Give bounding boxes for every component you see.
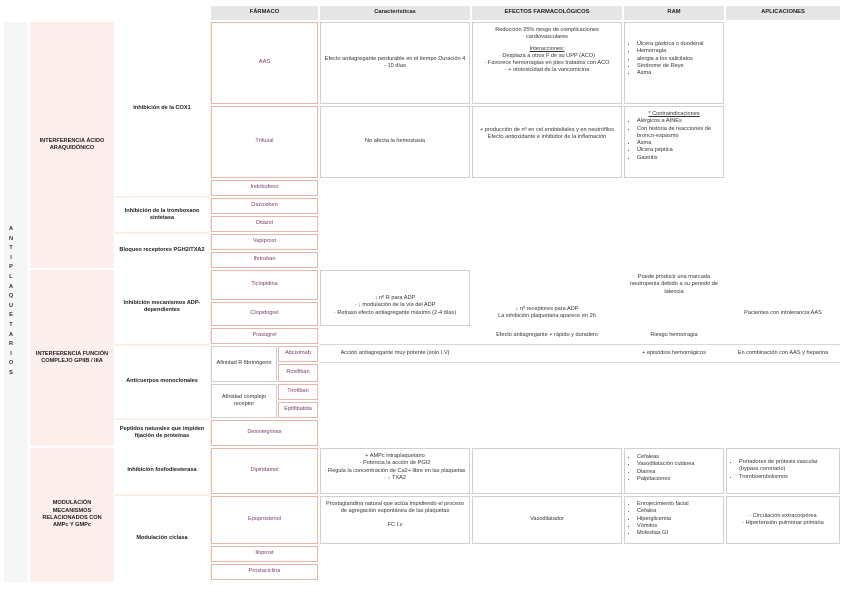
- group-tromboxano: Inhibición de la tromboxano sintetasa: [124, 207, 200, 221]
- aas-efecto-ototoxicidad: · + ototoxicidad de la vancomicina: [504, 67, 590, 74]
- drug-prasugrel[interactable]: Prasugrel: [211, 328, 318, 344]
- aas-efectos: [472, 22, 622, 104]
- dipiridamol-caracteristica: · Potencia la acción de PGI2: [359, 460, 431, 467]
- prasugrel-ram: Riesgo hemorragia: [650, 332, 698, 339]
- abciximab-aplicaciones: En combinación con AAS y heparina: [737, 350, 829, 357]
- drug-abciximab[interactable]: Abciximab: [278, 346, 318, 362]
- epoprostenol-ram-item: • Vómitos: [637, 523, 720, 530]
- epoprostenol-caracteristica: FC I.v: [387, 521, 403, 528]
- drug-indobufeno[interactable]: Indobufeno: [211, 180, 318, 196]
- drug-trifusal[interactable]: Trifusal: [211, 106, 318, 178]
- epoprostenol-caracteristicas: [320, 496, 470, 544]
- dipiridamol-ram: [624, 448, 724, 494]
- aas-efecto-desplaza: · Desplaza a otros F de su UPP (ACO): [499, 52, 595, 59]
- aas-ram-item: • Hemorragia: [637, 48, 720, 55]
- dipiridamol-ram-item: • Palpitaciones: [637, 476, 720, 483]
- dipiridamol-aplicacion: • Portadores de prótesis vascular (bypass coronario): [739, 459, 836, 474]
- dipiridamol-aplicaciones: [726, 448, 840, 494]
- drug-tirofiban[interactable]: Tirofiban: [278, 384, 318, 400]
- adp-caracteristica: · Retraso efecto antiagregante máximo (2-4 días): [333, 309, 457, 316]
- epoprostenol-ram-item: • Molestias GI: [637, 530, 720, 537]
- dipiridamol-ram-item: • Cefaleas: [637, 454, 720, 461]
- header-farmaco: FÁRMACO: [211, 6, 318, 20]
- dipiridamol-ram-item: • Diarrea: [637, 469, 720, 476]
- adp-caracteristica: · ↓ modulación de la vía del ADP: [354, 302, 436, 309]
- epoprostenol-ram-item: • Hiperglicemia: [637, 516, 720, 523]
- section-ampc-gmpc: MODULACIÓN MECANISMOS RELACIONADOS CON AMPc Y GMPc: [42, 500, 102, 529]
- adp-caracteristica: ↓ nº R para ADP: [374, 295, 416, 301]
- header-ram: RAM: [624, 6, 724, 20]
- epoprostenol-efectos: Vasodilatador: [472, 496, 622, 544]
- section-gpiib-iiia: INTERFERENCIA FUNCIÓN COMPLEJO GPIIB / IIIA: [35, 350, 109, 364]
- drug-iloprost[interactable]: Iloprost: [211, 546, 318, 562]
- aas-ram-item: • Úlcera gástrica o duodenal: [637, 41, 720, 48]
- aas-ram-item: • alergia a los salicilatos: [637, 56, 720, 63]
- adp-efectos: [472, 302, 622, 326]
- header-aplicaciones: APLICACIONES: [726, 6, 840, 20]
- trifusal-ram-item: • Con historia de reacciones de bronco-espasmo: [637, 126, 720, 141]
- dipiridamol-caracteristica: + AMPc intraplaquetario: [365, 453, 425, 459]
- trifusal-caracteristicas: No afecta la hemostasia: [320, 106, 470, 178]
- dipiridamol-ram-item: • Vasodilatación cutánea: [637, 461, 720, 468]
- drug-ticlopidina[interactable]: Ticlopidina: [211, 270, 318, 300]
- dipiridamol-caracteristica: · Regula la concentración de Ca2+ libre en las plaquetas: [324, 467, 466, 474]
- aas-ram: [624, 22, 724, 104]
- dipiridamol-efectos: [472, 448, 622, 494]
- trifusal-ram-item: • Gastritis: [637, 155, 720, 162]
- drug-prostaciclina[interactable]: Prostaciclina: [211, 564, 318, 580]
- trifusal-contraindicaciones-title: * Contraindicaciones: [648, 111, 700, 117]
- aas-ram-item: • Síndrome de Reye: [637, 63, 720, 70]
- vertical-label: A N T I P L A Q U E T A R I O S: [8, 226, 14, 376]
- drug-desintegrinas[interactable]: Desintegrinas: [211, 420, 318, 446]
- group-adp: Inhibición mecanismos ADP-dependientes: [123, 299, 201, 313]
- adp-aplicaciones: Pacientes con intolerancia AAS: [744, 310, 822, 317]
- epoprostenol-ram-item: • Cefalea: [637, 508, 720, 515]
- epoprostenol-ram-item: • Enrojecimiento facial: [637, 501, 720, 508]
- trifusal-ram: [624, 106, 724, 178]
- drug-ifetroban[interactable]: Ifetroban: [211, 252, 318, 268]
- group-fosfodiesterasa: Inhibición fosfodiesterasa: [127, 467, 197, 474]
- aas-caracteristicas: Efecto antiagregante perdurable en el tiempo Duración 4 - 10 días: [320, 22, 470, 104]
- adp-ram-neutropenia: Puede producir una marcada neutropenia debido a su periodo de latencia: [629, 274, 719, 295]
- drug-aas[interactable]: AAS: [211, 22, 318, 104]
- adp-efecto: La inhibición plaquetaria aparece en 2h: [498, 313, 596, 320]
- aas-ram-item: • Asma: [637, 70, 720, 77]
- aas-interacciones-title: Interacciones:: [529, 45, 565, 52]
- drug-ditazol[interactable]: Ditazol: [211, 216, 318, 232]
- header-efectos: EFECTOS FARMACOLÓGICOS: [472, 6, 622, 20]
- epoprostenol-aplicaciones: [726, 496, 840, 544]
- row-divider: [320, 362, 840, 363]
- subgroup-afinidad-r: Afinidad R fibrinógeno: [211, 346, 277, 382]
- trifusal-efecto-antioxidante: Efecto antioxidante e inhibidor de la inflamación: [487, 134, 607, 141]
- aas-efecto-hemorragias: · Favorece hemorragias en ptes tratados con ACO: [484, 60, 610, 67]
- drug-roxifiban[interactable]: Roxifiban: [278, 364, 318, 382]
- adp-efecto: ↓ nº receptores para ADP: [515, 306, 579, 312]
- section-acido-araquidonico: INTERFERENCIA ÁCIDO ARAQUIDÓNICO: [39, 137, 105, 151]
- drug-dazoxiben[interactable]: Dazoxiben: [211, 198, 318, 214]
- drug-dipiridamol[interactable]: Dipiridamol: [211, 448, 318, 494]
- abciximab-ram: + episódios hemorrágicos: [642, 350, 706, 357]
- trifusal-ram-item: • Alérgicos a AINEs: [637, 118, 720, 125]
- dipiridamol-caracteristicas: [320, 448, 470, 494]
- group-bloqueo: Bloqueo receptores PGH2/TXA2: [119, 247, 205, 254]
- trifusal-ram-item: • Úlcera péptica: [637, 147, 720, 154]
- prasugrel-efectos: Efecto antiagregante + rápido y duradero: [496, 332, 598, 339]
- group-peptidos: Peptidos naturales que impiden fijación de proteínas: [119, 425, 205, 439]
- header-caracteristicas: Características: [320, 6, 470, 20]
- trifusal-efecto-produccion: + producción de nº en cel endoteliales y en neutrófilos: [479, 127, 615, 133]
- aas-efecto-reduccion: Reducción 25% riesgo de complicaciones cardiovasculares: [495, 27, 599, 41]
- drug-vapiprost[interactable]: Vapiprost: [211, 234, 318, 250]
- epoprostenol-ram: [624, 496, 724, 544]
- epoprostenol-caracteristica: Prostaglandina natural que actúa impidiendo el proceso de agregación espontánea de las plaquetas: [325, 501, 465, 515]
- row-divider: [320, 344, 840, 345]
- dipiridamol-aplicacion: • Tromboembolismos: [739, 474, 836, 481]
- group-anticuerpos: Anticuerpos monoclonales: [126, 378, 198, 385]
- abciximab-caracteristicas: Acción antiagregante muy potente (solo I.V): [340, 350, 450, 357]
- trifusal-efectos: [472, 106, 622, 178]
- group-ciclasa: Modulación ciclasa: [136, 535, 188, 542]
- trifusal-ram-item: • Asma: [637, 140, 720, 147]
- drug-eptifibatida[interactable]: Eptifibatida: [278, 402, 318, 418]
- epoprostenol-aplicacion: · Circulación extracorpórea: [749, 513, 817, 519]
- group-cox1: Inhibición de la COX1: [133, 105, 191, 112]
- dipiridamol-caracteristica: · ↓ TXA2: [384, 474, 406, 481]
- drug-clopidogrel[interactable]: Clopidogrel: [211, 302, 318, 326]
- drug-epoprostenol[interactable]: Epoprostenol: [211, 496, 318, 544]
- adp-caracteristicas: [320, 270, 470, 326]
- epoprostenol-aplicacion: · Hipertensión pulmonar primaria: [742, 520, 824, 527]
- subgroup-afinidad-complejo: Afinidad complejo receptor: [211, 384, 277, 418]
